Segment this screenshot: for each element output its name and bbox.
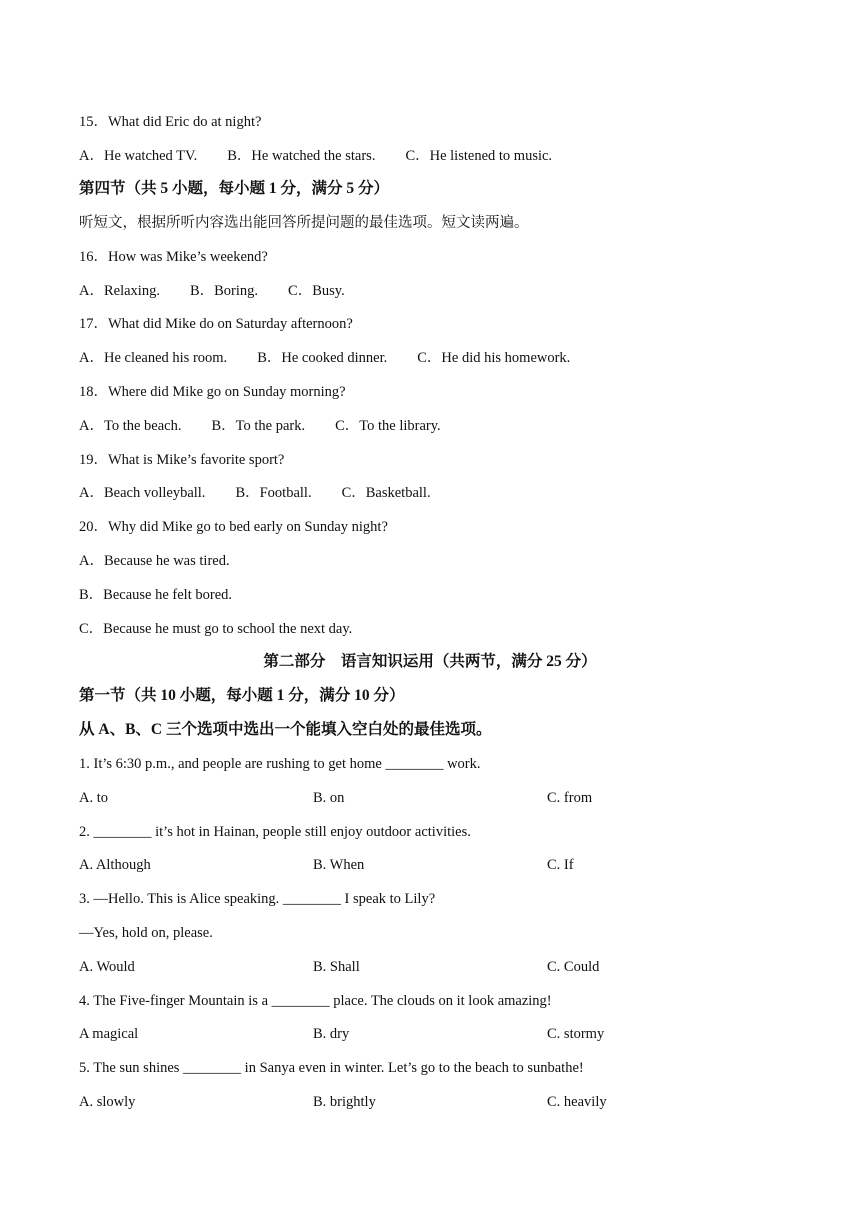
grammar-stem-3: 3. —Hello. This is Alice speaking. ________ I speak to Lily? <box>79 891 436 907</box>
grammar-option-2-a[interactable]: A. Although <box>79 857 151 873</box>
grammar-option-1-a[interactable]: A. to <box>79 790 108 806</box>
options-row-17 <box>79 348 570 368</box>
part2-section1-instruction: 从 A、B、C 三个选项中选出一个能填入空白处的最佳选项。 <box>79 721 492 738</box>
grammar-option-1-c[interactable]: C. from <box>547 790 593 806</box>
grammar-option-5-c[interactable]: C. heavily <box>547 1094 607 1110</box>
grammar-option-3-b[interactable]: B. Shall <box>313 959 360 975</box>
grammar-options-3 <box>79 957 779 977</box>
grammar-option-3-c[interactable]: C. Could <box>547 959 600 975</box>
grammar-options-5 <box>79 1092 779 1112</box>
grammar-stem-2: 2. ________ it’s hot in Hainan, people still enjoy outdoor activities. <box>79 824 471 840</box>
question-stem-19: 19．What is Mike’s favorite sport? <box>79 452 285 468</box>
question-stem-18: 18．Where did Mike go on Sunday morning? <box>79 384 346 400</box>
question-stem-16: 16．How was Mike’s weekend? <box>79 249 268 265</box>
grammar-options-2 <box>79 855 779 875</box>
grammar-option-4-a[interactable]: A magical <box>79 1026 139 1042</box>
section4-heading: 第四节（共 5 小题，每小题 1 分，满分 5 分） <box>79 180 390 197</box>
question-stem-17: 17．What did Mike do on Saturday afternoon? <box>79 316 353 332</box>
grammar-option-4-b[interactable]: B. dry <box>313 1026 350 1042</box>
section4-instruction: 听短文，根据所听内容选出能回答所提问题的最佳选项。短文读两遍。 <box>79 215 529 231</box>
option-20-c[interactable]: C．Because he must go to school the next day. <box>79 621 353 637</box>
option-16-a[interactable]: A．Relaxing. <box>79 283 160 299</box>
option-19-a[interactable]: A．Beach volleyball. <box>79 485 206 501</box>
option-15-b[interactable]: B．He watched the stars. <box>227 148 376 164</box>
grammar-option-2-c[interactable]: C. If <box>547 857 574 873</box>
option-20-b[interactable]: B．Because he felt bored. <box>79 587 233 603</box>
options-row-18 <box>79 416 441 436</box>
part2-title: 第二部分 语言知识运用（共两节，满分 25 分） <box>263 653 597 670</box>
option-18-a[interactable]: A．To the beach. <box>79 418 182 434</box>
option-16-b[interactable]: B．Boring. <box>189 283 259 299</box>
options-row-19 <box>79 483 431 503</box>
grammar-option-3-a[interactable]: A. Would <box>79 959 135 975</box>
options-row-15 <box>79 146 552 166</box>
grammar-stem-1: 1. It’s 6:30 p.m., and people are rushing to get home ________ work. <box>79 756 481 772</box>
option-16-c[interactable]: C．Busy. <box>288 283 345 299</box>
grammar-stem-5: 5. The sun shines ________ in Sanya even in winter. Let’s go to the beach to sunbathe! <box>79 1060 584 1076</box>
question-stem-20: 20．Why did Mike go to bed early on Sunday night? <box>79 519 388 535</box>
grammar-options-1 <box>79 788 779 808</box>
question-stem-15: 15．What did Eric do at night? <box>79 114 262 130</box>
grammar-reply-3: —Yes, hold on, please. <box>79 925 213 941</box>
part2-section1-heading: 第一节（共 10 小题，每小题 1 分，满分 10 分） <box>79 687 405 704</box>
option-15-a[interactable]: A．He watched TV. <box>79 148 198 164</box>
grammar-option-5-b[interactable]: B. brightly <box>313 1094 376 1110</box>
grammar-option-1-b[interactable]: B. on <box>313 790 345 806</box>
grammar-stem-4: 4. The Five-finger Mountain is a ________ place. The clouds on it look amazing! <box>79 993 552 1009</box>
option-15-c[interactable]: C．He listened to music. <box>405 148 553 164</box>
option-18-c[interactable]: C．To the library. <box>335 418 441 434</box>
option-17-b[interactable]: B．He cooked dinner. <box>257 350 388 366</box>
option-19-b[interactable]: B．Football. <box>235 485 312 501</box>
grammar-options-4 <box>79 1024 779 1044</box>
option-20-a[interactable]: A．Because he was tired. <box>79 553 230 569</box>
option-18-b[interactable]: B．To the park. <box>211 418 306 434</box>
option-17-c[interactable]: C．He did his homework. <box>417 350 571 366</box>
grammar-option-4-c[interactable]: C. stormy <box>547 1026 605 1042</box>
grammar-option-5-a[interactable]: A. slowly <box>79 1094 136 1110</box>
option-19-c[interactable]: C．Basketball. <box>341 485 431 501</box>
option-17-a[interactable]: A．He cleaned his room. <box>79 350 228 366</box>
options-row-16 <box>79 281 345 301</box>
grammar-option-2-b[interactable]: B. When <box>313 857 365 873</box>
